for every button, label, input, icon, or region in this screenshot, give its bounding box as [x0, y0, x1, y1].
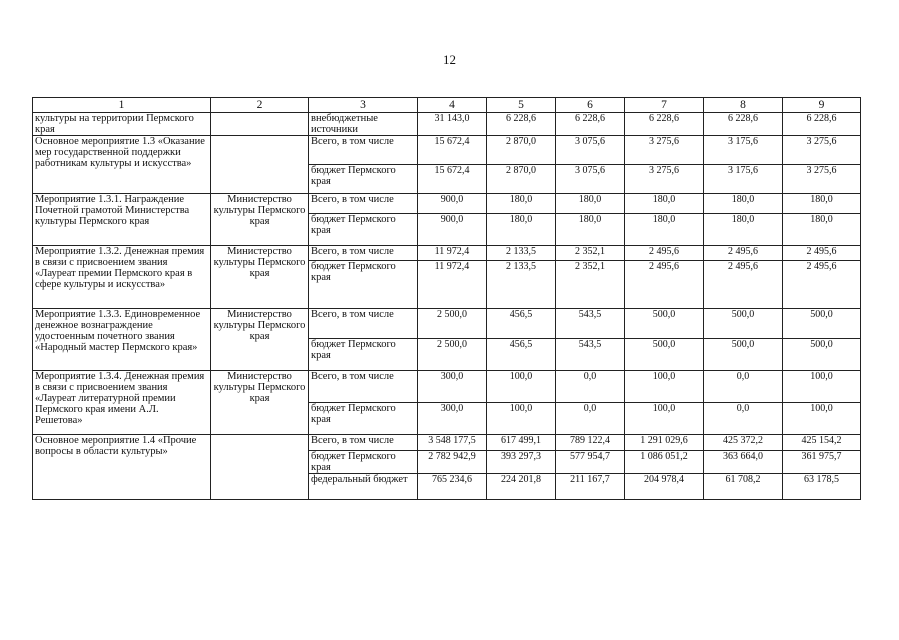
amount-cell: 204 978,4 [625, 474, 704, 500]
funding-source-cell: Всего, в том числе [309, 435, 418, 451]
table-body [33, 113, 861, 500]
amount-cell: 224 201,8 [487, 474, 556, 500]
amount-cell: 63 178,5 [783, 474, 861, 500]
funding-source-cell: бюджет Пермского края [309, 403, 418, 435]
amount-cell: 3 175,6 [704, 136, 783, 165]
amount-cell: 425 372,2 [704, 435, 783, 451]
amount-cell: 789 122,4 [556, 435, 625, 451]
amount-cell: 3 075,6 [556, 165, 625, 194]
amount-cell: 6 228,6 [783, 113, 861, 136]
activity-name-cell: Основное мероприятие 1.4 «Прочие вопросы в области культуры» [33, 435, 211, 500]
column-header: 6 [556, 98, 625, 113]
column-header: 3 [309, 98, 418, 113]
amount-cell: 100,0 [625, 403, 704, 435]
amount-cell: 300,0 [418, 403, 487, 435]
amount-cell: 2 782 942,9 [418, 451, 487, 474]
funding-source-cell: бюджет Пермского края [309, 339, 418, 371]
table-row [33, 113, 861, 136]
amount-cell: 2 870,0 [487, 165, 556, 194]
amount-cell: 456,5 [487, 339, 556, 371]
amount-cell: 180,0 [704, 194, 783, 214]
amount-cell: 2 500,0 [418, 309, 487, 339]
amount-cell: 100,0 [783, 403, 861, 435]
amount-cell: 180,0 [783, 214, 861, 246]
column-header: 1 [33, 98, 211, 113]
funding-source-cell: бюджет Пермского края [309, 214, 418, 246]
amount-cell: 2 495,6 [625, 246, 704, 261]
executor-cell: Министерство культуры Пермского края [211, 371, 309, 435]
amount-cell: 2 495,6 [704, 246, 783, 261]
amount-cell: 15 672,4 [418, 165, 487, 194]
amount-cell: 11 972,4 [418, 246, 487, 261]
amount-cell: 2 352,1 [556, 261, 625, 309]
activity-name-cell: Мероприятие 1.3.1. Награждение Почетной грамотой Министерства культуры Пермского края [33, 194, 211, 246]
page-number: 12 [443, 52, 456, 67]
funding-source-cell: Всего, в том числе [309, 309, 418, 339]
amount-cell: 6 228,6 [556, 113, 625, 136]
amount-cell: 500,0 [625, 309, 704, 339]
amount-cell: 3 075,6 [556, 136, 625, 165]
amount-cell: 180,0 [783, 194, 861, 214]
amount-cell: 100,0 [487, 371, 556, 403]
amount-cell: 0,0 [704, 371, 783, 403]
amount-cell: 2 133,5 [487, 246, 556, 261]
amount-cell: 577 954,7 [556, 451, 625, 474]
amount-cell: 361 975,7 [783, 451, 861, 474]
amount-cell: 1 291 029,6 [625, 435, 704, 451]
amount-cell: 500,0 [704, 309, 783, 339]
column-header: 8 [704, 98, 783, 113]
activity-name-cell: Мероприятие 1.3.3. Единовременное денежное вознаграждение удостоенным почетного звания «Народный мастер Пермского края» [33, 309, 211, 371]
executor-cell [211, 113, 309, 136]
activity-name-cell: Основное мероприятие 1.3 «Оказание мер государственной поддержки работникам культуры и искусства» [33, 136, 211, 194]
amount-cell: 180,0 [487, 214, 556, 246]
column-header: 5 [487, 98, 556, 113]
amount-cell: 543,5 [556, 339, 625, 371]
funding-source-cell: внебюджетные источники [309, 113, 418, 136]
funding-source-cell: федеральный бюджет [309, 474, 418, 500]
table-row [33, 246, 861, 261]
amount-cell: 3 275,6 [783, 165, 861, 194]
amount-cell: 425 154,2 [783, 435, 861, 451]
amount-cell: 100,0 [625, 371, 704, 403]
amount-cell: 100,0 [487, 403, 556, 435]
amount-cell: 2 495,6 [704, 261, 783, 309]
amount-cell: 6 228,6 [625, 113, 704, 136]
amount-cell: 11 972,4 [418, 261, 487, 309]
budget-table [32, 97, 861, 500]
funding-source-cell: Всего, в том числе [309, 371, 418, 403]
amount-cell: 900,0 [418, 214, 487, 246]
amount-cell: 500,0 [783, 309, 861, 339]
amount-cell: 2 495,6 [783, 246, 861, 261]
column-header: 4 [418, 98, 487, 113]
amount-cell: 180,0 [556, 194, 625, 214]
amount-cell: 543,5 [556, 309, 625, 339]
column-header: 2 [211, 98, 309, 113]
amount-cell: 2 870,0 [487, 136, 556, 165]
amount-cell: 180,0 [625, 214, 704, 246]
amount-cell: 2 352,1 [556, 246, 625, 261]
amount-cell: 393 297,3 [487, 451, 556, 474]
amount-cell: 1 086 051,2 [625, 451, 704, 474]
amount-cell: 3 275,6 [783, 136, 861, 165]
executor-cell: Министерство культуры Пермского края [211, 309, 309, 371]
amount-cell: 15 672,4 [418, 136, 487, 165]
column-header: 9 [783, 98, 861, 113]
funding-source-cell: Всего, в том числе [309, 194, 418, 214]
amount-cell: 300,0 [418, 371, 487, 403]
amount-cell: 500,0 [783, 339, 861, 371]
amount-cell: 0,0 [556, 403, 625, 435]
amount-cell: 61 708,2 [704, 474, 783, 500]
amount-cell: 0,0 [556, 371, 625, 403]
amount-cell: 500,0 [625, 339, 704, 371]
activity-name-cell: Мероприятие 1.3.4. Денежная премия в связи с присвоением звания «Лауреат литературной премии Пермского края имени А.Л. Решетова» [33, 371, 211, 435]
amount-cell: 211 167,7 [556, 474, 625, 500]
funding-source-cell: бюджет Пермского края [309, 165, 418, 194]
amount-cell: 500,0 [704, 339, 783, 371]
activity-name-cell: культуры на территории Пермского края [33, 113, 211, 136]
amount-cell: 456,5 [487, 309, 556, 339]
table-row [33, 136, 861, 165]
table-row [33, 371, 861, 403]
executor-cell [211, 435, 309, 500]
executor-cell: Министерство культуры Пермского края [211, 194, 309, 246]
amount-cell: 180,0 [556, 214, 625, 246]
amount-cell: 3 548 177,5 [418, 435, 487, 451]
amount-cell: 900,0 [418, 194, 487, 214]
funding-source-cell: Всего, в том числе [309, 246, 418, 261]
executor-cell: Министерство культуры Пермского края [211, 246, 309, 309]
activity-name-cell: Мероприятие 1.3.2. Денежная премия в связи с присвоением звания «Лауреат премии Пермского края в сфере культуры и искусства» [33, 246, 211, 309]
table-row [33, 309, 861, 339]
amount-cell: 180,0 [487, 194, 556, 214]
amount-cell: 0,0 [704, 403, 783, 435]
amount-cell: 100,0 [783, 371, 861, 403]
table-row [33, 194, 861, 214]
table-row [33, 435, 861, 451]
amount-cell: 617 499,1 [487, 435, 556, 451]
amount-cell: 363 664,0 [704, 451, 783, 474]
amount-cell: 765 234,6 [418, 474, 487, 500]
header-row [33, 98, 861, 113]
amount-cell: 6 228,6 [704, 113, 783, 136]
funding-source-cell: бюджет Пермского края [309, 261, 418, 309]
executor-cell [211, 136, 309, 194]
column-header: 7 [625, 98, 704, 113]
amount-cell: 3 175,6 [704, 165, 783, 194]
amount-cell: 3 275,6 [625, 136, 704, 165]
amount-cell: 2 495,6 [625, 261, 704, 309]
amount-cell: 6 228,6 [487, 113, 556, 136]
funding-source-cell: бюджет Пермского края [309, 451, 418, 474]
amount-cell: 31 143,0 [418, 113, 487, 136]
amount-cell: 180,0 [625, 194, 704, 214]
amount-cell: 2 495,6 [783, 261, 861, 309]
amount-cell: 2 133,5 [487, 261, 556, 309]
funding-source-cell: Всего, в том числе [309, 136, 418, 165]
amount-cell: 3 275,6 [625, 165, 704, 194]
amount-cell: 180,0 [704, 214, 783, 246]
amount-cell: 2 500,0 [418, 339, 487, 371]
